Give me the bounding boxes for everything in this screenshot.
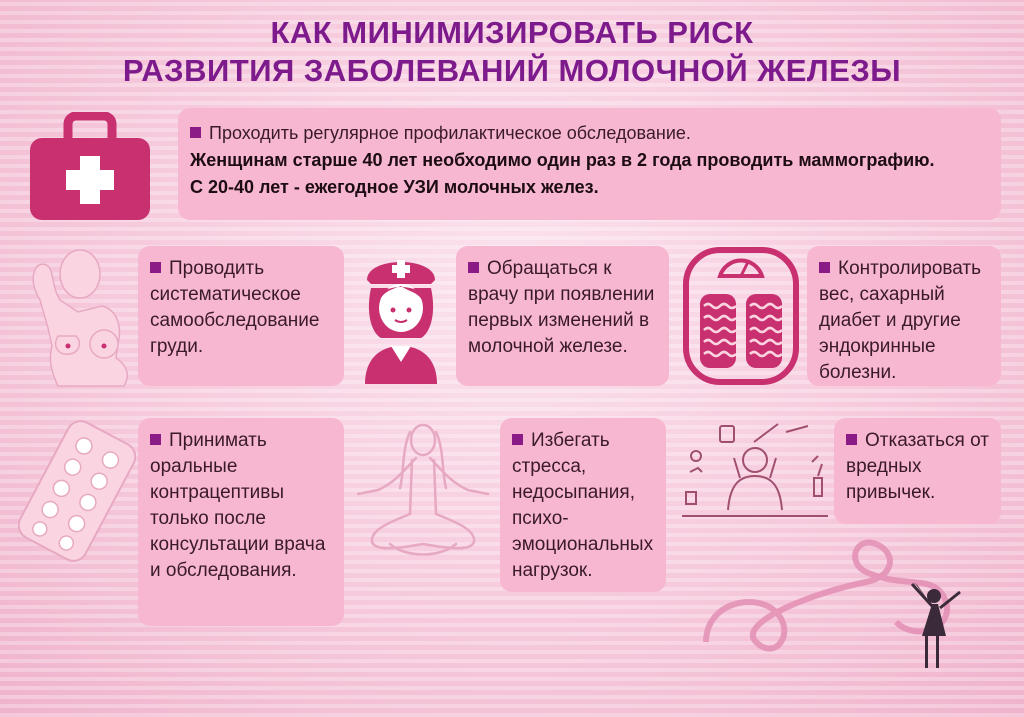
bullet-square — [150, 262, 161, 273]
card-contraceptives-text: Принимать оральные контрацептивы только после консультации врача и обследования. — [150, 430, 326, 581]
card-weight-control-text: Контролировать вес, сахарный диабет и другие эндокринные болезни. — [819, 258, 982, 383]
bullet-square — [150, 434, 161, 445]
card-regular-exam-line2: Женщинам старше 40 лет необходимо один раз в 2 года проводить маммографию. — [190, 150, 935, 170]
woman-self-exam-icon — [18, 248, 133, 390]
card-self-exam-text: Проводить систематическое самообследование груди. — [150, 258, 320, 357]
card-regular-exam-line1: Проходить регулярное профилактическое обследование. — [209, 123, 691, 143]
page-title-line-1: КАК МИНИМИЗИРОВАТЬ РИСК — [270, 15, 754, 50]
card-bad-habits — [834, 418, 1001, 524]
bad-habits-icon — [682, 418, 828, 522]
card-doctor-text: Обращаться к врачу при появлении первых изменений в молочной железе. — [468, 258, 655, 357]
scale-icon — [682, 246, 800, 386]
bullet-square — [190, 127, 201, 138]
card-stress — [500, 418, 666, 592]
card-weight-control — [807, 246, 1001, 386]
page-title-line-2: РАЗВИТИЯ ЗАБОЛЕВАНИЙ МОЛОЧНОЙ ЖЕЛЕЗЫ — [122, 53, 902, 88]
meditation-icon — [350, 418, 496, 568]
bullet-square — [819, 262, 830, 273]
bullet-square — [468, 262, 479, 273]
card-regular-exam-line3: С 20-40 лет - ежегодное УЗИ молочных желез. — [190, 177, 599, 197]
bullet-square — [512, 434, 523, 445]
card-regular-exam — [178, 108, 1001, 220]
card-bad-habits-text: Отказаться от вредных привычек. — [846, 430, 989, 503]
card-self-exam — [138, 246, 344, 386]
ribbon-girl-icon — [696, 532, 996, 682]
bullet-square — [846, 434, 857, 445]
card-contraceptives — [138, 418, 344, 626]
first-aid-kit-icon — [28, 112, 152, 222]
card-stress-text: Избегать стресса, недосыпания, психо-эмоциональных нагрузок. — [512, 430, 654, 581]
card-doctor — [456, 246, 669, 386]
pills-icon — [18, 418, 136, 564]
nurse-icon — [357, 246, 445, 386]
